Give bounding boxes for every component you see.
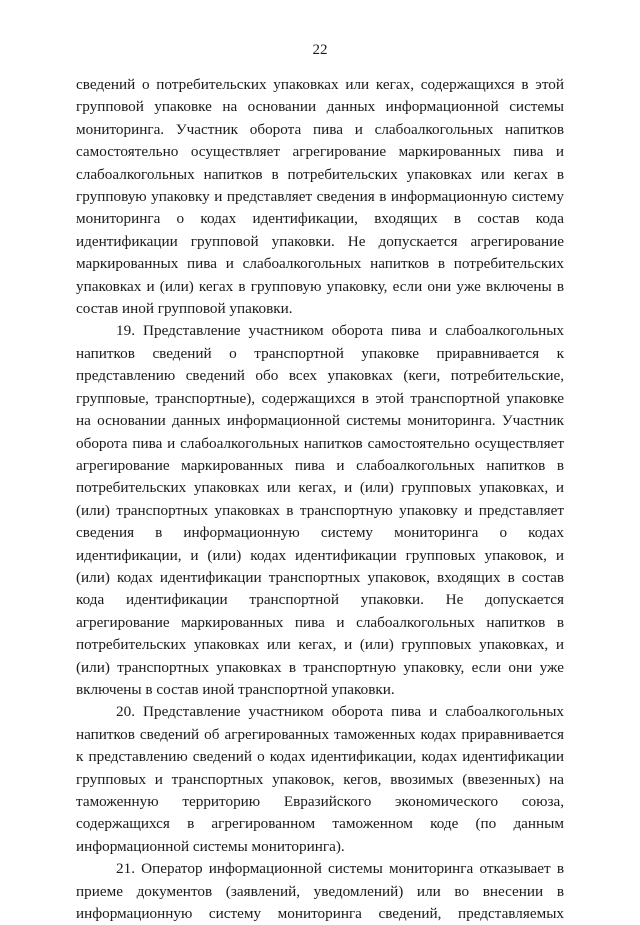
- paragraph-item-20: 20. Представление участником оборота пива и слабоалкогольных напитков сведений об агрегированных таможенных кодах приравнивается к представлению сведений о кодах идентификации, кодах идентификации групповых и транспортных упаковок, кегов, ввозимых (ввезенных) на таможенную территорию Евразийского экономического союза, содержащихся в агрегированном таможенном коде (по данным информационной системы мониторинга).: [76, 703, 564, 855]
- paragraph-item-19: 19. Представление участником оборота пива и слабоалкогольных напитков сведений о транспортной упаковке приравнивается к представлению сведений обо всех упаковках (кеги, потребительские, групповые, транспортные), содержащихся в этой транспортной упаковке на основании данных информационной системы мониторинга. Участник оборота пива и слабоалкогольных напитков самостоятельно осуществляет агрегирование маркированных пива и слабоалкогольных напитков в потребительских упаковках или кегах, и (или) групповых упаковках, и (или) транспортных упаковках в транспортную упаковку и представляет сведения в информационную систему мониторинга о кодах идентификации, и (или) кодах идентификации групповых упаковок, и (или) кодах идентификации транспортных упаковок, входящих в состав кода идентификации транспортной упаковки. Не допускается агрегирование маркированных пива и слабоалкогольных напитков в потребительских упаковках или кегах, и (или) групповых упаковках, и (или) транспортных упаковках в транспортную упаковку, если они уже включены в состав иной транспортной упаковки.: [76, 322, 564, 698]
- paragraph-continued: сведений о потребительских упаковках или кегах, содержащихся в этой групповой упаковке на основании данных информационной системы мониторинга. Участник оборота пива и слабоалкогольных напитков самостоятельно осуществляет агрегирование маркированных пива и слабоалкогольных напитков в потребительских упаковках или кегах в групповую упаковку и представляет сведения в информационную систему мониторинга о кодах идентификации, входящих в состав кода идентификации групповой упаковки. Не допускается агрегирование маркированных пива и слабоалкогольных напитков в потребительских упаковках и (или) кегах в групповую упаковку, если они уже включены в состав иной групповой упаковки.: [76, 76, 564, 318]
- document-body: [76, 74, 564, 925]
- paragraph-item-21: 21. Оператор информационной системы мониторинга отказывает в приеме документов (заявлений, уведомлений) или во внесении в информационную систему мониторинга сведений, представляемых: [76, 860, 564, 923]
- page-number: 22: [312, 42, 328, 58]
